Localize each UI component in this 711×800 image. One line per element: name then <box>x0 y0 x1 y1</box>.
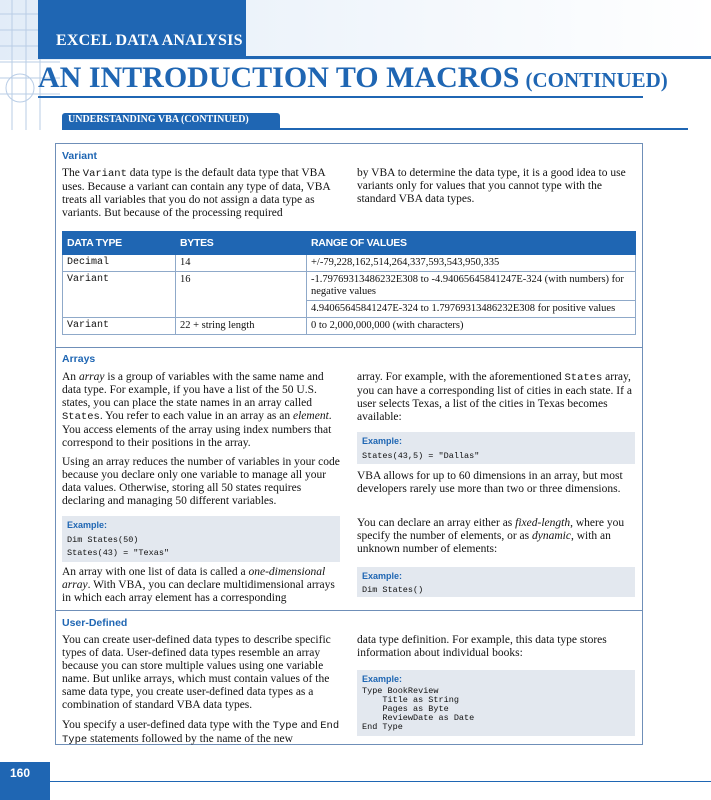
data-type-table <box>62 231 636 335</box>
section-rule <box>62 128 688 130</box>
code-run: End Type <box>62 720 340 746</box>
example-label: Example: <box>67 520 108 530</box>
user-defined-heading: User-Defined <box>62 617 128 629</box>
emphasis: dynamic <box>532 530 571 542</box>
code-run: Variant <box>82 168 127 180</box>
user-defined-col2-paragraph: data type definition. For example, this data type stores information about individual books: <box>357 634 607 659</box>
text-run: is a group of variables with the same name and data type. For example, if you have a list of the 50 U.S. states, you can place the state names in an array called <box>62 371 324 409</box>
text-run: and <box>297 719 321 731</box>
arrays-paragraph-2: Using an array reduces the number of variables in your code because you declare only one variable to manage all your data values. Otherwise, storing all 50 states requires declaring and managing 50 different variables. <box>62 456 340 507</box>
table-header-row <box>63 232 636 255</box>
chapter-label: EXCEL DATA ANALYSIS <box>56 32 243 49</box>
header-data-type: DATA TYPE <box>63 232 176 255</box>
arrays-paragraph-3 <box>62 566 344 605</box>
arrays-col2-paragraph-1 <box>357 371 635 424</box>
code-run: Type <box>272 720 298 732</box>
table-row <box>63 272 636 301</box>
code-line: Dim States(50) <box>67 535 139 545</box>
page-number: 160 <box>10 766 31 780</box>
table-row <box>63 255 636 272</box>
user-defined-paragraph-2 <box>62 719 344 747</box>
cell-type: Variant <box>63 318 176 335</box>
section-divider <box>55 347 643 348</box>
example-label: Example: <box>362 436 403 446</box>
page-title <box>38 61 668 95</box>
title-rule <box>38 56 711 59</box>
text-run: data type is the default data type that VBA uses. Because a variant can contain any type of data, VBA treats all variables that you do not assign a data type as variants. But because of the processing required <box>62 167 331 219</box>
emphasis: fixed-length <box>515 517 571 529</box>
code-line: ReviewDate as Date <box>362 713 475 723</box>
header-bytes: BYTES <box>176 232 307 255</box>
code-line: States(43,5) = "Dallas" <box>362 451 480 461</box>
emphasis: one-dimensional array <box>62 566 326 591</box>
example-box <box>357 670 635 736</box>
grid-pattern <box>0 0 60 800</box>
text-run: An array with one list of data is called a <box>62 566 249 578</box>
text-run: An <box>62 371 79 383</box>
user-defined-paragraph-1: You can create user-defined data types to describe specific types of data. User-defined data types resemble an array because you can store multiple values using one variable name. But unlike arrays, which must contain values of the same data type, you create user-defined data types as a combination of standard VBA data types. <box>62 634 331 711</box>
cell-bytes: 14 <box>176 255 307 272</box>
arrays-col2-paragraph-3 <box>357 517 635 556</box>
text-run: , with an unknown number of elements: <box>357 530 611 555</box>
title-suffix: (CONTINUED) <box>525 68 668 92</box>
example-label: Example: <box>362 674 403 684</box>
arrays-heading: Arrays <box>62 353 96 365</box>
text-run: The <box>62 167 83 179</box>
cell-bytes: 16 <box>176 272 307 318</box>
emphasis: element <box>293 410 329 422</box>
cell-range: 0 to 2,000,000,000 (with characters) <box>307 318 636 335</box>
cell-type: Decimal <box>63 255 176 272</box>
cell-bytes: 22 + string length <box>176 318 307 335</box>
text-run: array. For example, with the aforementioned <box>357 371 565 383</box>
header-range: RANGE OF VALUES <box>307 232 636 255</box>
code-line: End Type <box>362 722 403 732</box>
emphasis: array <box>78 371 105 383</box>
code-line: Pages as Byte <box>362 704 449 714</box>
title-underline <box>38 96 643 98</box>
variant-paragraph-1 <box>62 167 344 220</box>
text-run: You can declare an array either as <box>357 517 516 529</box>
text-run: . With VBA, you can declare multidimensional arrays in which each array element has a corresponding <box>62 579 335 604</box>
code-line: Type BookReview <box>362 686 439 696</box>
cell-range: +/-79,228,162,514,264,337,593,543,950,335 <box>307 255 636 272</box>
example-box <box>357 567 635 597</box>
cell-range: -1.79769313486232E308 to -4.94065645841247E-324 (with numbers) for negative values <box>307 272 636 301</box>
table-row <box>63 318 636 335</box>
text-run: , where you specify the number of elements, or as <box>357 517 625 542</box>
arrays-paragraph-1 <box>62 371 344 450</box>
section-divider <box>55 610 643 611</box>
cell-range: 4.94065645841247E-324 to 1.79769313486232E308 for positive values <box>307 301 636 318</box>
code-line: Dim States() <box>362 585 424 595</box>
code-line: Title as String <box>362 695 459 705</box>
footer-rule <box>50 781 711 782</box>
example-box <box>62 516 340 562</box>
title-main: AN INTRODUCTION TO MACROS <box>38 61 520 94</box>
variant-heading: Variant <box>62 150 98 162</box>
arrays-col2-paragraph-2: VBA allows for up to 60 dimensions in an array, but most developers rarely use more than two or three dimensions. <box>357 470 623 495</box>
code-run: States <box>62 411 100 423</box>
code-run: States <box>564 372 603 384</box>
text-run: statements followed by the name of the new <box>87 733 293 745</box>
example-box <box>357 432 635 464</box>
text-run: . You access elements of the array using index numbers that correspond to their positions in the array. <box>62 410 332 449</box>
text-run: You specify a user-defined data type with the <box>62 719 273 731</box>
variant-paragraph-2: by VBA to determine the data type, it is a good idea to use variants only for values that you cannot type with the standard VBA data types. <box>357 167 626 205</box>
example-label: Example: <box>362 571 403 581</box>
cell-type: Variant <box>63 272 176 318</box>
text-run: . You refer to each value in an array as an <box>99 410 293 422</box>
text-run: array, you can have a corresponding list of cities in each state. If a user selects Texas, a list of the cities in Texas becomes available: <box>357 371 632 423</box>
code-line: States(43) = "Texas" <box>67 548 170 558</box>
section-label: UNDERSTANDING VBA (CONTINUED) <box>68 114 249 125</box>
